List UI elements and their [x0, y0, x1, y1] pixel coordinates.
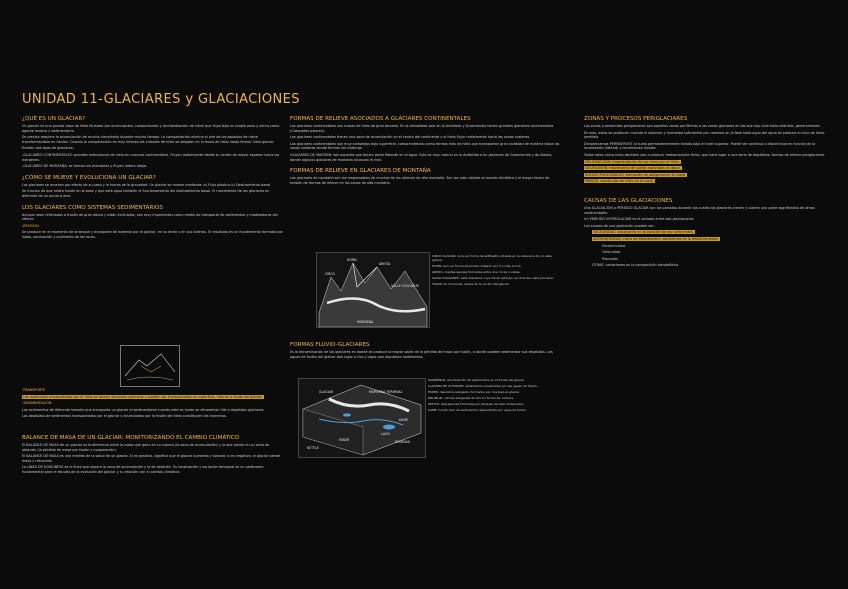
page-title: UNIDAD 11-GLACIARES y GLACIACIONES — [22, 92, 300, 107]
fig2-label-drumlin: DRUMLIN — [395, 440, 410, 444]
periglacial-list-item: PINGOS: montículos de hielo en el suelo. — [585, 179, 654, 184]
column-left — [22, 112, 284, 242]
paragraph: Un glaciar es una gruesa capa de hielo formada por acumulación, compactación y recristalización de nieve que fluye bajo su propio peso y actúa como agente erosivo y sedimentario. — [22, 124, 280, 133]
paragraph: Todos estos ciclos hielo-deshielo van a producir meteorización física, que hará lugar a una serie de depósitos: formas de relieve periglaciares. — [584, 152, 826, 157]
paragraph: El BALANCE DE MASA de un glaciar es la diferencia entre la masa que gana en su cuenca (la zona de acumulación) y la que pierde en su zona de ablación (la pérdida de masa por fusión y evaporación). — [22, 442, 270, 452]
paragraph: Es la denominación de los glaciares en donde se produce la mayor parte de la pérdida de masa por fusión, a donde pueden sedimentar sus depósitos. Las aguas de fusión del glaciar dan lugar a ríos y lagos que depositan sedimentos. — [290, 350, 553, 359]
highlighted-text: Los materiales transportados por el hielo se llaman derrubios glaciares y pueden ser transportados en superficie, interior o fondo del glaciar. — [23, 394, 263, 399]
fig2-label-morrena: MORRENA TERMINAL — [369, 390, 403, 394]
paragraph: Los glaciares continentales tienen una zona de acumulación en el centro del continente y el hielo fluye radialmente hacia las zonas costeras. — [290, 135, 531, 140]
fig1-label-circo: CIRCO — [325, 272, 335, 276]
fig1-label-valle-colgante: VALLE COLGANTE — [391, 284, 420, 288]
cause-subitem: Oblicuidad — [602, 250, 621, 255]
column-right — [584, 112, 830, 270]
section-heading-mountain-relief: FORMAS DE RELIEVE EN GLACIARES DE MONTAÑA — [290, 168, 431, 175]
paragraph: GLACIARES DE MARGEN: son aquellos que tienen parte flotante en el agua. Esto es muy común en la Antártida o en glaciares de Groenlandia y de Alaska, donde algunos glaciares de montaña alcanzan el mar. — [290, 152, 553, 162]
glacier-sketch-svg — [121, 346, 179, 386]
fig2-note: MORRENAS: acumulación de sedimentos en el frente del glaciar. — [428, 378, 525, 382]
paragraph: La LÍNEA DE EQUILIBRIO es la línea que separa la zona de acumulación y la de ablación. Su localización y variación temporal es un parámetro fundamental para el estudio de la evolución del glaciar y su relación con el cambio climático. — [22, 465, 264, 474]
fig1-note: HORN: pico en forma piramidal rodeado por 3 o más circos. — [432, 264, 522, 268]
section-heading-causes: CAUSAS DE LAS GLACIACIONES — [584, 197, 673, 204]
paragraph: Los glaciares de montaña son los responsables de muchos de los relieves de alta montaña. Son los más visibles al mundo climático y el mayor factor de erosión de formas de relieve en las zonas de alta montaña. — [290, 176, 550, 185]
fig2-note: KETTLE: depresiones formadas por bloques de hielo enterrados. — [428, 402, 525, 406]
fig1-label-arista: ARISTA — [379, 262, 391, 266]
column-left-lower — [22, 388, 284, 477]
paragraph: Se funcion de que exista fusión en la base y que está agua también el funcionamiento del deslizamiento basal. El movimiento de los glaciares es diferente de un punto a otro. — [22, 189, 269, 198]
fig2-label-lago: LAGO — [381, 432, 390, 436]
paragraph: Las zonas o ambientes periglaciares son aquellas zonas periféricas a las zonas glaciares en las que hay ciclo hielo-deshielo, generalmente. — [584, 124, 821, 128]
fluvio-glacial-figure — [298, 378, 426, 458]
section-heading-fluvio-glacial: FORMAS FLUVIO-GLACIARES — [290, 342, 370, 348]
paragraph: Denominamos PERMAFROST al suelo permanentemente helado bajo el nivel superior. Puede ser continuo o discontinuo en función de la localización (latitud) y condiciones locales. — [584, 141, 816, 151]
fig1-note: VALLE COLGANTE: valle tributario cuyo fondo está por encima del valle principal. — [432, 276, 554, 280]
fig1-note: ARISTA: crestas agudas formadas entre dos circos o valles. — [432, 270, 521, 274]
paragraph: Una GLACIACIÓN o PERIODO GLACIAR son los periodos durante los cuales los glaciares crecen y cubren una parte significativa de áreas continentales. — [584, 205, 815, 215]
section-heading-continental-relief: FORMAS DE RELIEVE ASOCIADOS A GLACIARES CONTINENTALES — [290, 116, 471, 122]
fig1-notes — [432, 254, 560, 288]
section-heading-periglacial: ZONAS Y PROCESOS PERIGLACIARES — [584, 116, 688, 122]
glacier-sketch-figure — [120, 345, 180, 387]
paragraph: Los glaciares se mueven por efecto de su peso y la fuerza de la gravedad. Un glaciar se mueve mediante: a) Flujo plástico b) Deslizamiento basal — [22, 182, 271, 187]
fig2-note: LLANURA DE OUTWASH: sedimentos arrastrados por las aguas de fusión. — [428, 384, 538, 388]
paragraph: Los glaciares continentales son muy complejos bajo superficie, comprendiendo como formas más de hielo que transportan gran cantidad de materia hacia las zonas costeras donde forman los icebergs. — [290, 141, 560, 151]
fig2-label-glaciar: GLACIAR — [319, 390, 334, 394]
list-item: -GLACIARES DE MONTAÑA: se forman en montañas y fluyen ladera abajo. — [22, 164, 148, 169]
fig1-label-morrena: MORRENA — [357, 320, 374, 324]
section-heading-sedimentary-systems: LOS GLACIARES COMO SISTEMAS SEDIMENTARIOS — [22, 204, 163, 211]
subheading-sedimentacion: -SEDIMENTACIÓN — [22, 401, 52, 406]
paragraph: Es más, estas se producen cuando el volumen y humedad suficientes por cambios en la fase hielo-agua del agua se produce el ciclo de hielo-deshielo. — [584, 130, 826, 140]
periglacial-list-item: GELIFRACCIÓN: fragmentación de las rocas por el hielo. — [585, 159, 680, 164]
subheading-erosion: -EROSIÓN — [22, 223, 39, 228]
fig2-note: ESKER: depósitos alargados formados por ríos bajo el glaciar. — [428, 390, 520, 394]
paragraph: Las causas de una glaciación pueden ser: — [584, 223, 655, 228]
section-heading-mass-balance: BALANCE DE MASA DE UN GLACIAR: MONITORIZANDO EL CAMBIO CLIMÁTICO — [22, 434, 240, 441]
paragraph: Se precisa requiere la acumulación de mucha nieve/hielo durante mucho tiempo. La compactación elimina el aire de los espacios de nieve transformándola en neviza. Cuando la compactación es muy intensa los cristales de hielo se adaptan en la masa de hielo hasta formar hielo glaciar. — [22, 135, 275, 144]
fig2-label-esker: ESKER — [339, 438, 350, 442]
cause-subitem: Excentricidad — [602, 243, 626, 248]
fig2-label-kame: KAME — [399, 418, 408, 422]
cause-item: OTRAS: variaciones en la composición atmosférica. — [592, 263, 679, 268]
fig1-note: CIRCO GLACIAR: zona en forma de anfiteatro situada en la cabecera de un valle glaciar. — [432, 254, 552, 262]
paragraph: El BALANCE DE MASA es una medida de la salud de un glaciar. Si es positivo, significa que el glaciar aumenta y avanza; si es negativo, el glaciar pierde masa y retrocede. — [22, 454, 281, 463]
cause-item: TECTÓNICAS: variaciones en la posición de los continentes. — [593, 230, 695, 235]
paragraph: Los glaciares continentales son masas de hielo de gran tamaño. En la actualidad solo en la Antártida y Groenlandia tienen grandes glaciares continentales (Casquetes polares). — [290, 124, 554, 133]
cause-subitem: Precesión — [602, 256, 619, 261]
list-item: -GLACIARES CONTINENTALES: grandes extensiones de hielo en cuencas continentales. Fluyen radialmente desde su centro de mayor espesor hacia los márgenes. — [22, 152, 280, 162]
column-middle-lower — [290, 338, 560, 361]
mountain-glacier-figure — [316, 252, 430, 328]
fig1-label-horn: HORN — [347, 258, 357, 262]
paragraph: Aunque sean rellenados a través de gran altura y están inclinados, son muy importantes como medio de transporte de sedimentos y modeladores del relieve. — [22, 212, 278, 222]
paragraph: Se produce en el momento de arranque y transporte de material por el glaciar, en su lecho y en sus laderas. El resultado es un hundimiento formado por lijado, excavación y pulimento de las rocas. — [22, 230, 283, 239]
section-heading-what-is-glacier: ¿QUÉ ES UN GLACIAR? — [22, 116, 86, 122]
section-heading-movement: ¿CÓMO SE MUEVE Y EVOLUCIONA UN GLACIAR? — [22, 174, 156, 181]
column-middle — [290, 112, 560, 187]
fig2-notes — [428, 378, 560, 414]
fig2-label-kettle: KETTLE — [307, 446, 319, 450]
fig2-note: DRUMLIN: colinas alargadas de till con forma de cuchara. — [428, 396, 515, 400]
fig2-note: KAME: montículos de sedimentos depositados por agua de fusión. — [428, 408, 528, 412]
paragraph: Un PERIODO INTERGLACIAR es el periodo entre dos glaciaciones. — [584, 217, 695, 222]
cause-item: ASTRONÓMICAS: ciclos de Milankovitch: variaciones en la órbita terrestre. — [593, 236, 719, 241]
subheading-transporte: -TRANSPORTE — [22, 388, 46, 392]
fig1-note: TRAZO de morrenas: restos de la acción del glaciar. — [432, 282, 510, 286]
periglacial-list-item: GELIFLUXIÓN: movimiento de suelos saturados en agua. — [585, 166, 681, 171]
periglacial-list-item: SUELOS POLIGONALES: formación de polígonos en el suelo. — [585, 172, 686, 177]
mountain-glacier-svg — [317, 253, 429, 327]
paragraph: Existen dos tipos de glaciares: — [22, 146, 74, 151]
paragraph: Los sedimentos de diferente tamaño que transporta un glaciar al sedimentarse cuando este se funde se denominan tills o depósitos glaciares. — [22, 407, 265, 412]
fluvio-glacial-svg — [299, 379, 425, 457]
paragraph: Los depósitos de sedimentos transportados por el glaciar y acumulados por la fusión del hielo constituyen las morrenas. — [22, 414, 227, 419]
